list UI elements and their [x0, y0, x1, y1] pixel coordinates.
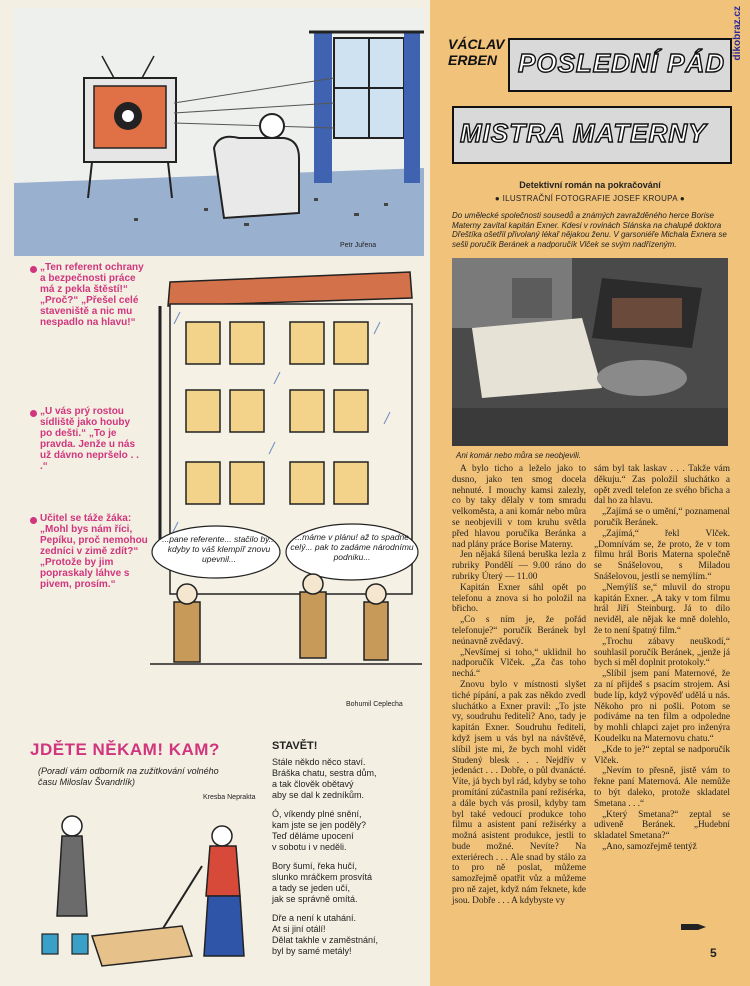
jdete-subtitle: (Poradí vám odborník na zužitkování volného času Miloslav Švandrlík): [38, 766, 219, 787]
novel-title-line2: MISTRA MATERNY: [460, 118, 707, 148]
novel-text-column-2: [594, 464, 730, 853]
joke-1: „Ten referent ochrany a bezpečnosti práce má z pekla štěstí!“ „Proč?“ „Přešel celé staveniště a nic mu nespadlo na hlavu!“: [40, 262, 144, 328]
paragraph: „Zajímá se o umění,“ poznamenal poručík Beránek.: [594, 507, 730, 528]
joke-3: Učitel se táže žáka: „Mohl bys nám říci, Pepíku, proč nemohou zedníci v zimě zdít?“ „Protože by jim popraskaly láhve s pivem, prosím.“: [40, 513, 148, 590]
author-last-name: ERBEN: [448, 52, 498, 68]
novel-author: [448, 36, 505, 68]
workers-cartoon-illustration: [32, 806, 257, 976]
poem-stanza: Stále někdo něco staví. Bráška chatu, sestra dům, a tak člověk obětavý aby se dal k zedníkům.: [272, 757, 377, 800]
stavet-poem: [272, 757, 422, 965]
joke-bullet: [30, 410, 37, 417]
bubble-left-text: ...pane referente... stačilo by... kdyby to váš klempíř znovu upevnil...: [162, 534, 276, 564]
paragraph: „Trochu zábavy neuškodí,“ souhlasil poručík Beránek, „jenže já bych si měl doplnit protokoly.“: [594, 636, 730, 669]
desk-photo: [452, 258, 728, 446]
paragraph: „Kde to je?“ zeptal se nadporučík Vlček.: [594, 744, 730, 766]
poem-stanza: Ó, víkendy plné snění, kam jste se jen poděly? Teď děláme upocení v sobotu i v neděli.: [272, 809, 367, 852]
bubble-right-text: ...máme v plánu! až to spadne celý... pak to zadáme národnímu podniku...: [290, 532, 414, 562]
jdete-title: JDĚTE NĚKAM! KAM?: [30, 740, 220, 759]
author-first-name: VÁCLAV: [448, 36, 505, 52]
paragraph: „Zajímá,“ řekl Vlček. „Domnívám se, že proto, že v tom filmu hrál Boris Materna společně se Snášelovou, s Miladou Snášelovou, jestli se nemýlím.“: [594, 528, 730, 582]
novel-intro: Do umělecké společnosti sousedů a známých zavražděného herce Borise Materny zavítal kapitán Exner. Kdesi v rovinách Slánska na chalupě doktora Dřeštíka ošetřil přivolaný lékař nějakou ženu. V garsoniéře Michala Exnera se sešli poručík Beránek a nadporučík Vlček se svým nadřízeným.: [452, 211, 727, 249]
poem-stanza: Bory šumí, řeka hučí, slunko mráčkem prosvítá a tady se jeden učí, jak se správně omítá.: [272, 861, 373, 904]
page-number: 5: [710, 946, 717, 960]
paragraph: A bylo ticho a leželo jako to dusno, jako ten smog docela nehnuté. I mouchy kamsi zalezly, co by taky dělaly v tom smradu velkoměsta, a ani komár nebo můra se neobjevili v tom kruhu světla před hlavou poručíka Beránka a nad plány práce Borise Materny.: [452, 464, 586, 550]
novel-text-column-1: [452, 464, 586, 907]
paragraph: „Nevím to přesně, jistě vám to řekne paní Maternová. Ale nemůže to být daleko, protože skladatel Smetana . . .“: [594, 766, 730, 809]
paragraph: Jen nějaká šílená beruška lezla z rubriky Pondělí — 9.00 ráno do rubriky Úterý — 11.00: [452, 550, 586, 582]
cartoon1-credit: Petr Juřena: [340, 242, 377, 249]
stavet-title: STAVĚT!: [272, 740, 318, 752]
site-watermark: dikobraz.cz: [732, 6, 743, 61]
tv-cartoon-illustration: [14, 8, 424, 256]
paragraph: Kapitán Exner sáhl opět po telefonu a znova si ho položil na břicho.: [452, 582, 586, 615]
paragraph: sám byl tak laskav . . . Takže vám děkuju.“ Zas položil sluchátko a opět zvedl telefon ze svého břicha a dal ho za hlavu.: [594, 464, 730, 507]
novel-label: Detektivní román na pokračování: [519, 180, 661, 190]
paragraph: „Ano, samozřejmě tentýž: [602, 841, 697, 852]
paragraph: „Co s ním je, že pořád telefonuje?“ poručík Beránek byl neúnavně zvědavý.: [452, 615, 586, 647]
jdete-credit: Kresba Neprakta: [203, 794, 256, 801]
novel-title-line1: POSLEDNÍ PÁD: [518, 48, 726, 78]
building-cartoon-illustration: [150, 262, 422, 702]
paragraph: „Nemýlíš se,“ mluvil do stropu kapitán Exner. „A taky v tom filmu hrál Jiří Steinburg. Já to dílo neviděl, ale nějak ke mně dolehlo, že to není špatný film.“: [594, 582, 730, 636]
paragraph: „Slíbil jsem paní Maternové, že za ní přijdeš s psacím strojem. Asi bude líp, když výpověď udělá u nás. Někoho pro ni pošli. Potom se podíváme na ten film a odpoledne by mohli chlapci zajet pro inženýra Koudelku na Maternovu chatu.“: [594, 669, 730, 744]
poem-stanza: Dře a není k utahání. At si jiní otálí! Dělat takhle v zaměstnání, byl by samé metály!: [272, 913, 379, 956]
novel-illustrations-credit: ● ILUSTRAČNÍ FOTOGRAFIE JOSEF KROUPA ●: [494, 194, 686, 203]
joke-bullet: [30, 266, 37, 273]
joke-bullet: [30, 517, 37, 524]
paragraph: Znovu bylo v místnosti slyšet tiché pípání, a pak zas někdo zvedl sluchátko a Exner pravil: „To jste vy, soudruhu řediteli? Ano, tady je kapitán Exner. Soudruhu řediteli, když jsem u vás byl na návštěvě, slíbil jste mi, že bych mohl vidět Studený blesk . . . Nejdřív v jedenáct . . . Dobře, o půl dvanácté. Víte, já bych byl rád, kdyby se toho promítání zúčastnila paní režisérka, a dále bych vás prosil, kdyby tam byl také vedoucí produkce toho filmu a asistent paní režisérky a možná asistent produkce, jestli to bude možné. Nevíte? Na exteriérech . . . Ale snad by stálo za to pro ně poslat, můžeme samozřejmě opatřit vůz a můžeme pro ně zajet, když nám řeknete, kde jsou. Dobře . . . A kdybyste vy: [452, 679, 586, 906]
paragraph: „Který Smetana?“ zeptal se udiveně Beránek. „Hudební skladatel Smetana?“: [594, 809, 730, 842]
pointing-hand-icon: [680, 920, 708, 934]
novel-title-box-2: [452, 106, 732, 164]
joke-2: „U vás prý rostou sídliště jako houby po dešti.“ „To je pravda. Jenže u nás už dávno nepršelo . . .“: [40, 406, 139, 472]
paragraph: „Nevšímej si toho,“ uklidnil ho nadporučík Vlček. „Za čas toho nechá.“: [452, 647, 586, 680]
novel-title-box-1: [508, 38, 732, 92]
photo-caption: Ani komár nebo můra se neobjevili.: [456, 451, 581, 460]
cartoon2-credit: Bohumil Ceplecha: [346, 701, 403, 708]
